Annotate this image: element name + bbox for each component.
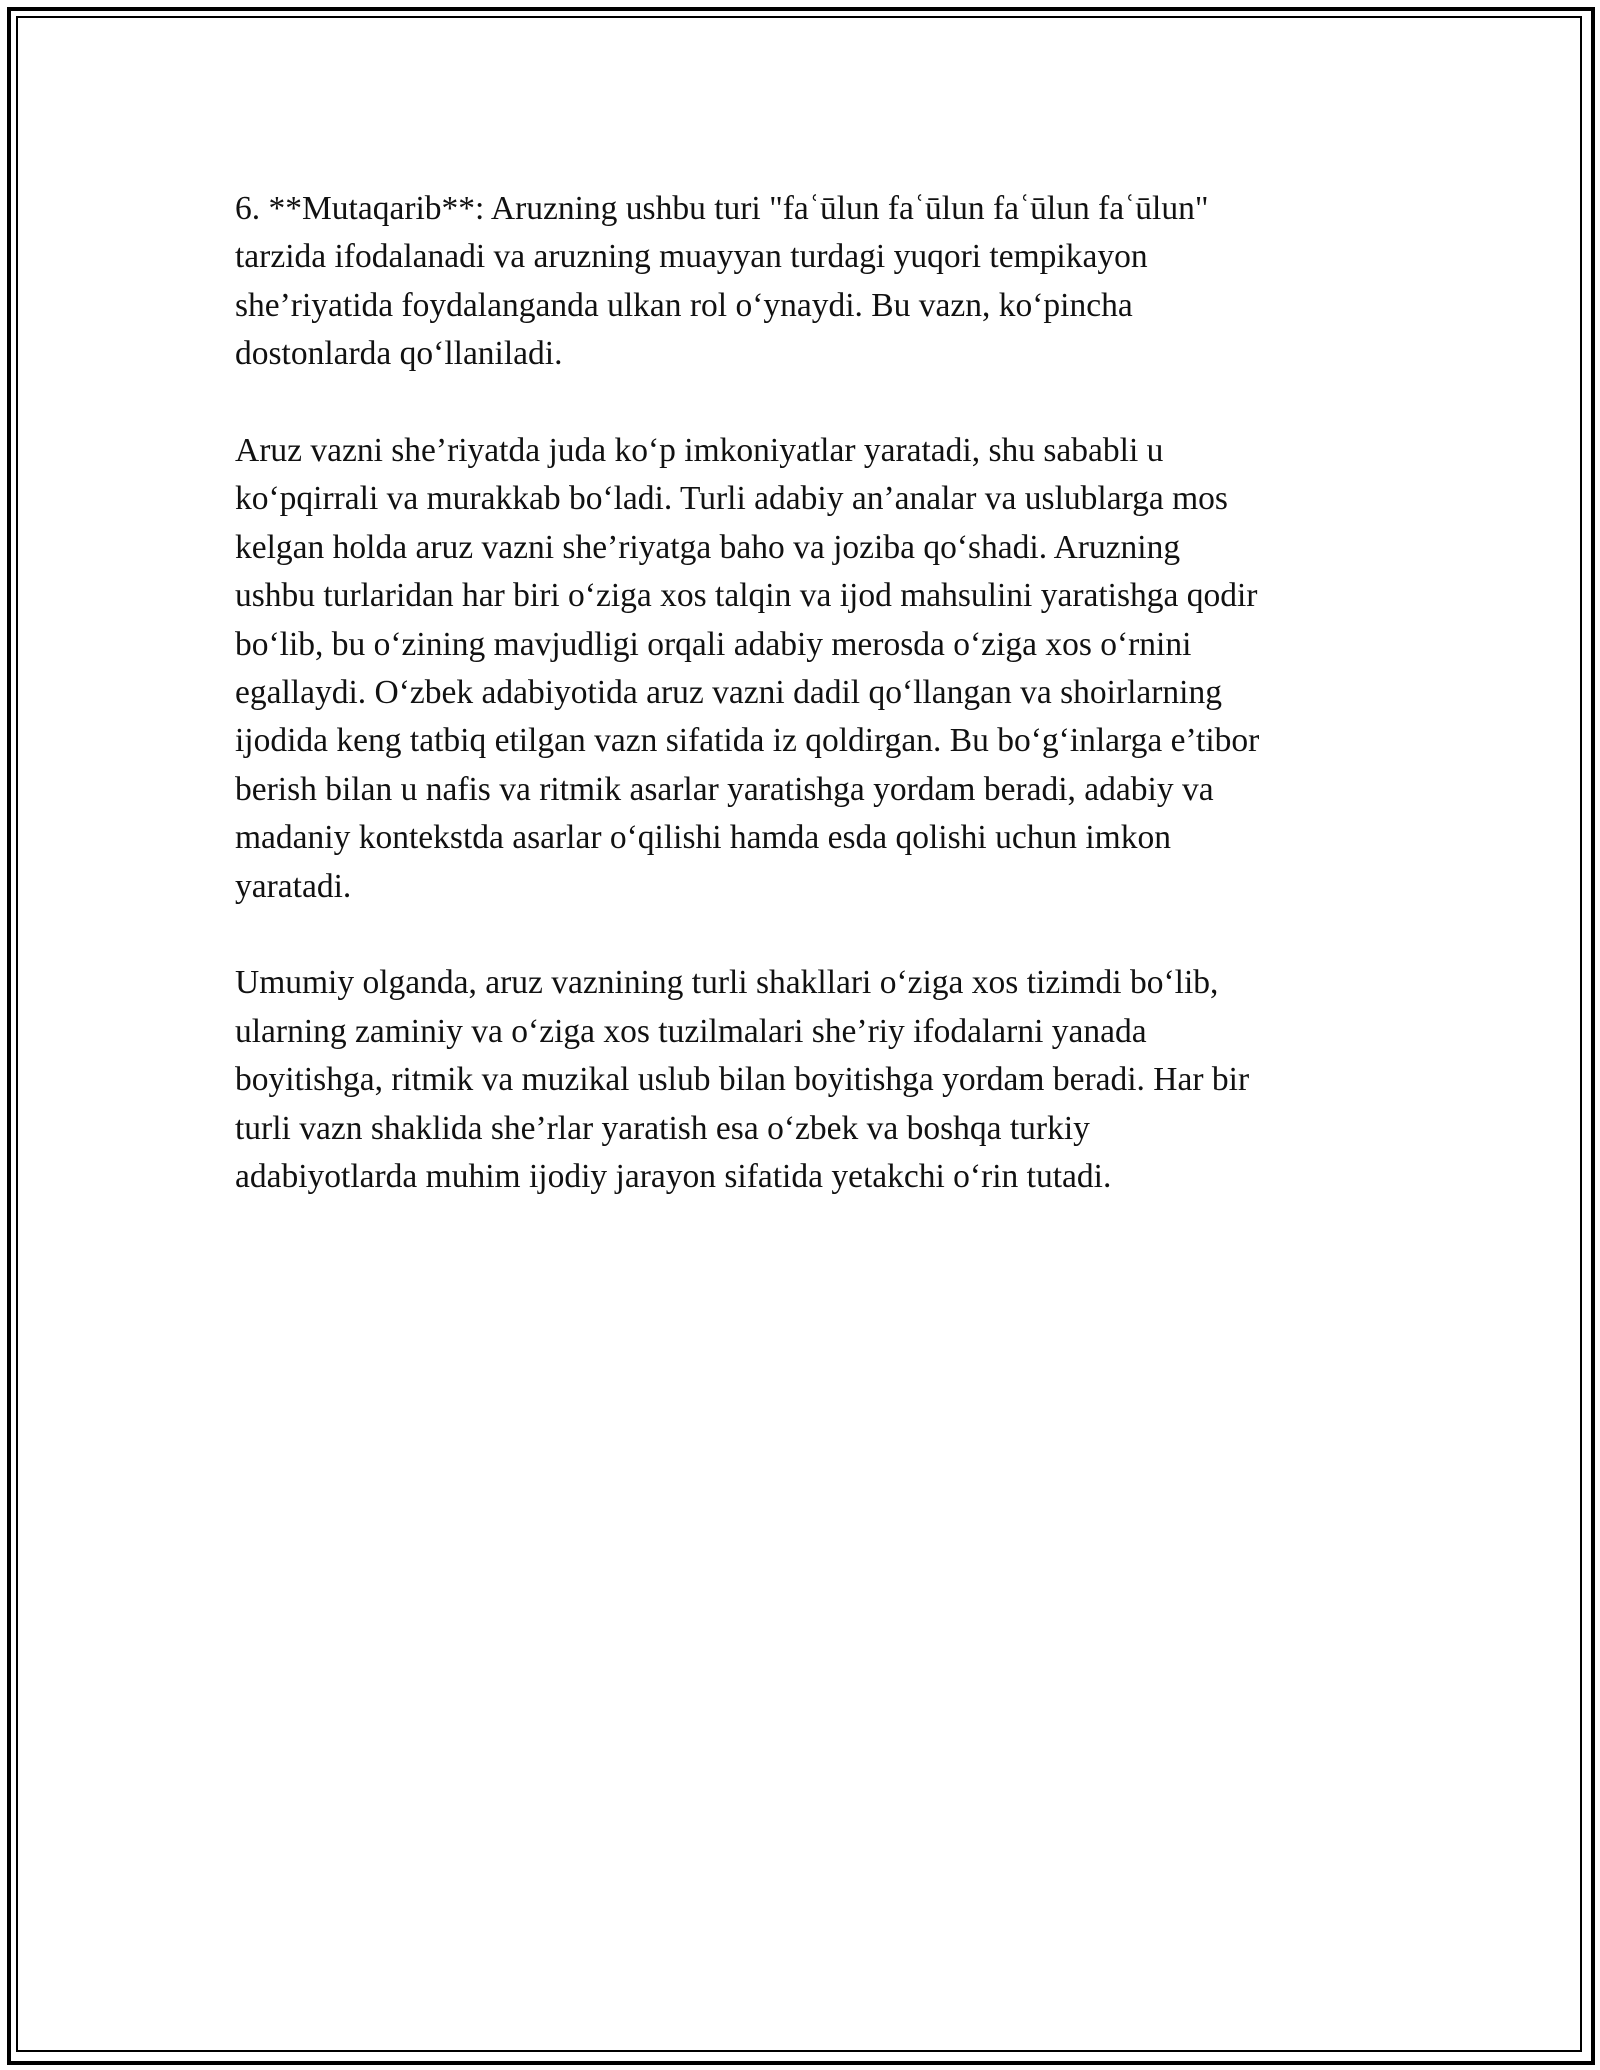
text-line: kelgan holda aruz vazni she’riyatga baho va joziba qo‘shadi. Aruzning	[235, 528, 1181, 566]
text-line: she’riyatida foydalanganda ulkan rol o‘ynaydi. Bu vazn, ko‘pincha	[235, 286, 1133, 324]
text-line: ularning zaminiy va o‘ziga xos tuzilmalari she’riy ifodalarni yanada	[235, 1012, 1147, 1050]
document-body	[235, 185, 1365, 1250]
text-line: madaniy kontekstda asarlar o‘qilishi hamda esda qolishi uchun imkon	[235, 819, 1171, 857]
text-line: yaratadi.	[235, 867, 352, 905]
text-line: berish bilan u nafis va ritmik asarlar yaratishga yordam beradi, adabiy va	[235, 770, 1214, 808]
paragraph-mutaqarib	[235, 185, 1365, 379]
text-line: dostonlarda qo‘llaniladi.	[235, 335, 563, 373]
paragraph-aruz-vazni	[235, 427, 1365, 911]
text-line: bo‘lib, bu o‘zining mavjudligi orqali adabiy merosda o‘ziga xos o‘rnini	[235, 625, 1192, 663]
paragraph-umumiy	[235, 959, 1365, 1201]
text-line: turli vazn shaklida she’rlar yaratish esa o‘zbek va boshqa turkiy	[235, 1109, 1090, 1147]
text-line: boyitishga, ritmik va muzikal uslub bilan boyitishga yordam beradi. Har bir	[235, 1061, 1250, 1099]
text-line: ko‘pqirrali va murakkab bo‘ladi. Turli adabiy an’analar va uslublarga mos	[235, 480, 1228, 518]
text-line: 6. **Mutaqarib**: Aruzning ushbu turi "faʿūlun faʿūlun faʿūlun faʿūlun"	[235, 190, 1209, 227]
text-line: ijodida keng tatbiq etilgan vazn sifatida iz qoldirgan. Bu bo‘g‘inlarga e’tibor	[235, 722, 1260, 760]
text-line: tarzida ifodalanadi va aruzning muayyan turdagi yuqori tempikayon	[235, 238, 1148, 276]
text-line: adabiyotlarda muhim ijodiy jarayon sifatida yetakchi o‘rin tutadi.	[235, 1158, 1112, 1196]
text-line: ushbu turlaridan har biri o‘ziga xos talqin va ijod mahsulini yaratishga qodir	[235, 577, 1258, 615]
text-line: Umumiy olganda, aruz vaznining turli shakllari o‘ziga xos tizimdi bo‘lib,	[235, 964, 1219, 1002]
text-line: Aruz vazni she’riyatda juda ko‘p imkoniyatlar yaratadi, shu sababli u	[235, 432, 1164, 470]
text-line: egallaydi. O‘zbek adabiyotida aruz vazni dadil qo‘llangan va shoirlarning	[235, 674, 1222, 712]
